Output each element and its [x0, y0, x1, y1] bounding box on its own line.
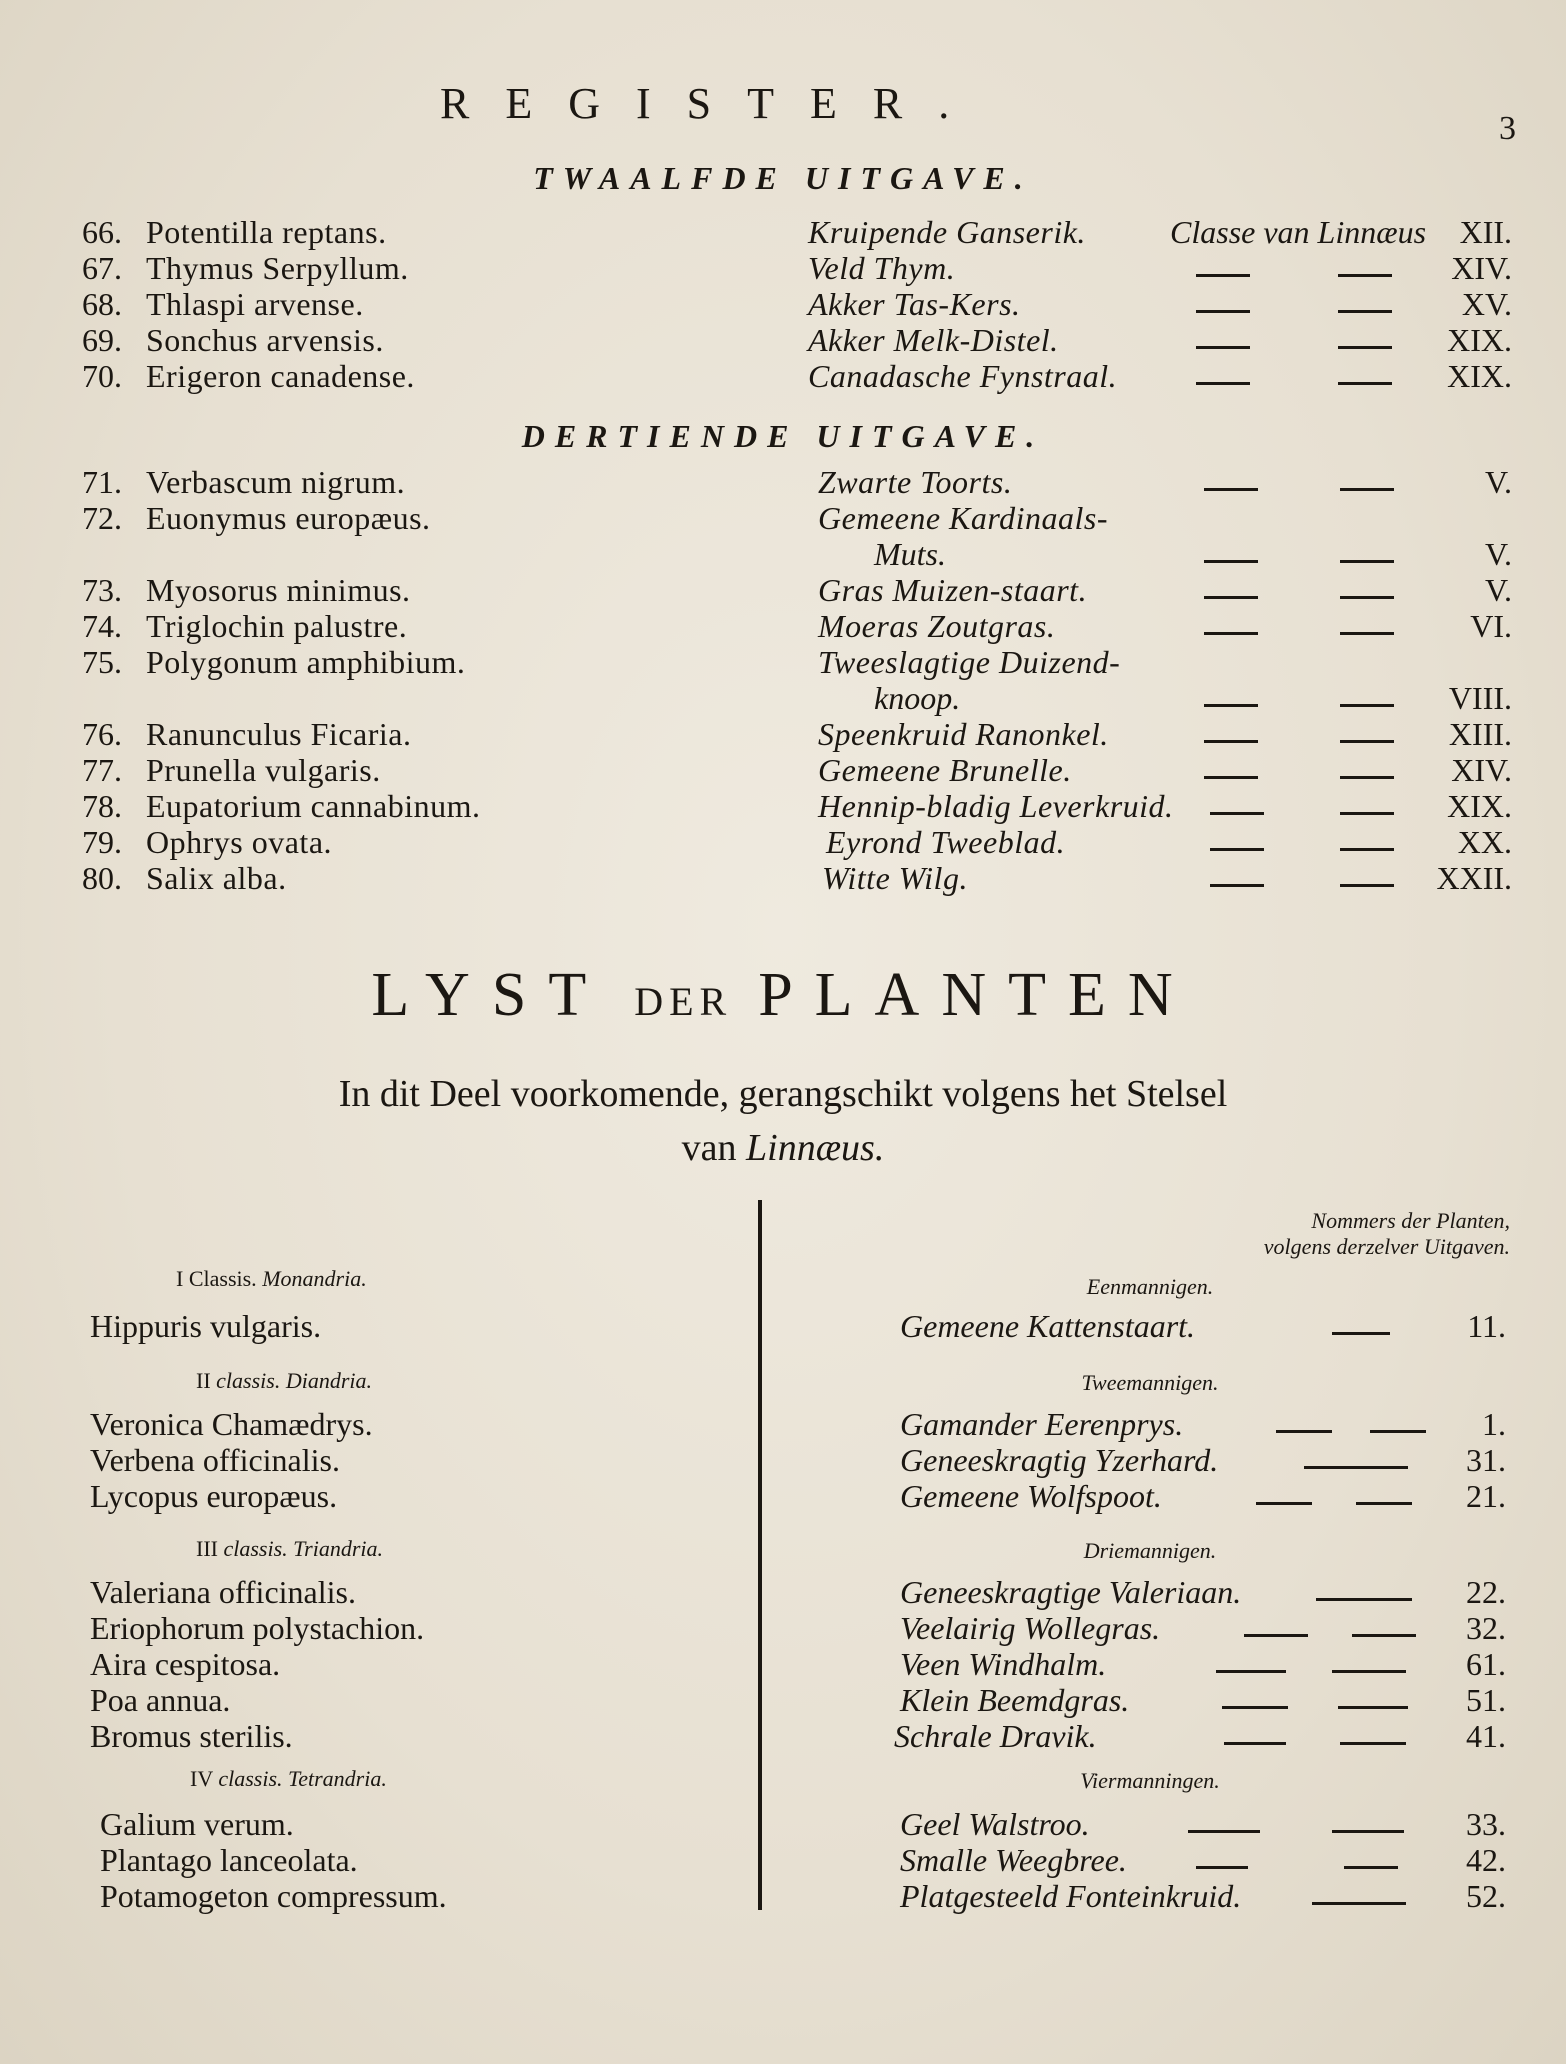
- dutch-name: Veld Thym.: [808, 250, 956, 286]
- latin-name: Lycopus europæus.: [90, 1478, 338, 1514]
- dutch-name: Moeras Zoutgras.: [818, 608, 1056, 644]
- ditto-dash: [1332, 1830, 1404, 1833]
- dutch-name: Speenkruid Ranonkel.: [818, 716, 1109, 752]
- class-group-name: Eenmannigen.: [1086, 1274, 1214, 1299]
- row-number: 70.: [82, 358, 122, 394]
- latin-name: Poa annua.: [90, 1682, 231, 1718]
- ditto-dash: [1204, 488, 1258, 491]
- latin-name: Polygonum amphibium.: [146, 644, 466, 680]
- ditto-dash: [1304, 1466, 1408, 1469]
- register-row-continued: [0, 680, 1566, 720]
- dutch-name: Gemeene Brunelle.: [818, 752, 1072, 788]
- latin-name: Prunella vulgaris.: [146, 752, 381, 788]
- ditto-dash: [1204, 740, 1258, 743]
- dutch-name: Veen Windhalm.: [900, 1646, 1107, 1682]
- latin-name: Ranunculus Ficaria.: [146, 716, 412, 752]
- register-row: [0, 860, 1566, 900]
- latin-name: Veronica Chamædrys.: [90, 1406, 373, 1442]
- dutch-name: Gemeene Kardinaals-: [818, 500, 1109, 536]
- classe-label: Classe van Linnæus: [1170, 214, 1427, 250]
- class-roman: XIV.: [1451, 250, 1512, 286]
- list-row: [0, 1718, 1566, 1756]
- register-row: [0, 752, 1566, 792]
- list-title-der: DER: [634, 979, 733, 1024]
- ditto-dash: [1340, 596, 1394, 599]
- ditto-dash: [1340, 884, 1394, 887]
- ditto-dash: [1224, 1742, 1286, 1745]
- ditto-dash: [1340, 560, 1394, 563]
- dutch-name: Platgesteeld Fonteinkruid.: [900, 1878, 1242, 1914]
- register-row: [0, 286, 1566, 326]
- row-number: 69.: [82, 322, 122, 358]
- class-roman: XXII.: [1436, 860, 1512, 896]
- latin-name: Verbascum nigrum.: [146, 464, 406, 500]
- list-row: [0, 1574, 1566, 1612]
- latin-name: Salix alba.: [146, 860, 287, 896]
- class-heading: [190, 1766, 387, 1792]
- row-number: 71.: [82, 464, 122, 500]
- ditto-dash: [1188, 1830, 1260, 1833]
- latin-name: Galium verum.: [100, 1806, 294, 1842]
- class-heading: [176, 1266, 367, 1292]
- ditto-dash: [1332, 1332, 1390, 1335]
- section-title-dertiende: DERTIENDE UITGAVE.: [521, 418, 1045, 454]
- latin-name: Euonymus europæus.: [146, 500, 431, 536]
- latin-name: Eupatorium cannabinum.: [146, 788, 481, 824]
- class-label: IV: [190, 1766, 213, 1791]
- latin-name: Ophrys ovata.: [146, 824, 333, 860]
- ditto-dash: [1340, 848, 1394, 851]
- register-row-continued: [0, 536, 1566, 576]
- plant-number: 51.: [1466, 1682, 1506, 1718]
- latin-name: Myosorus minimus.: [146, 572, 411, 608]
- row-number: 79.: [82, 824, 122, 860]
- class-group-name: Driemannigen.: [1083, 1538, 1217, 1563]
- plant-number: 41.: [1466, 1718, 1506, 1754]
- plant-number: 52.: [1466, 1878, 1506, 1914]
- class-group-name: Tweemannigen.: [1081, 1370, 1219, 1395]
- class-roman: XII.: [1459, 214, 1512, 250]
- ditto-dash: [1196, 382, 1250, 385]
- class-roman: XIV.: [1451, 752, 1512, 788]
- ditto-dash: [1216, 1670, 1286, 1673]
- latin-name: Potentilla reptans.: [146, 214, 387, 250]
- ditto-dash: [1222, 1706, 1288, 1709]
- class-label-italic: classis. Diandria.: [216, 1368, 373, 1393]
- plant-number: 1.: [1482, 1406, 1506, 1442]
- dutch-name: Hennip-bladig Leverkruid.: [818, 788, 1174, 824]
- latin-name: Valeriana officinalis.: [90, 1574, 356, 1610]
- latin-name: Thlaspi arvense.: [146, 286, 364, 322]
- list-row: [0, 1478, 1566, 1516]
- numbers-header: Nommers der Planten,: [1311, 1208, 1510, 1233]
- register-row: [0, 572, 1566, 612]
- latin-name: Verbena officinalis.: [90, 1442, 340, 1478]
- dutch-name: Witte Wilg.: [822, 860, 968, 896]
- ditto-dash: [1204, 776, 1258, 779]
- dutch-name: Akker Tas-Kers.: [808, 286, 1021, 322]
- list-row: [0, 1646, 1566, 1684]
- row-number: 76.: [82, 716, 122, 752]
- page-number: 3: [1499, 110, 1516, 147]
- ditto-dash: [1338, 382, 1392, 385]
- ditto-dash: [1340, 740, 1394, 743]
- list-row: [0, 1878, 1566, 1916]
- ditto-dash: [1316, 1598, 1412, 1601]
- list-title-a: LYST: [371, 961, 609, 1029]
- ditto-dash: [1340, 1742, 1406, 1745]
- class-roman: XIX.: [1447, 322, 1512, 358]
- latin-name: Sonchus arvensis.: [146, 322, 384, 358]
- class-label-italic: classis. Tetrandria.: [218, 1766, 387, 1791]
- ditto-dash: [1204, 596, 1258, 599]
- latin-name: Potamogeton compressum.: [100, 1878, 447, 1914]
- ditto-dash: [1312, 1902, 1406, 1905]
- list-row: [0, 1442, 1566, 1480]
- row-number: 80.: [82, 860, 122, 896]
- class-roman: XIII.: [1448, 716, 1512, 752]
- dutch-name: Veelairig Wollegras.: [900, 1610, 1161, 1646]
- list-row: [0, 1308, 1566, 1346]
- numbers-header-2: volgens derzelver Uitgaven.: [1263, 1234, 1510, 1259]
- class-heading: [196, 1536, 383, 1562]
- page-header: [0, 78, 1566, 147]
- latin-name: Thymus Serpyllum.: [146, 250, 409, 286]
- list-subtitle-van: van: [681, 1127, 737, 1169]
- plant-number: 32.: [1466, 1610, 1506, 1646]
- ditto-dash: [1204, 560, 1258, 563]
- ditto-dash: [1338, 274, 1392, 277]
- list-subtitle-linnaeus: Linnæus.: [746, 1127, 885, 1169]
- row-number: 66.: [82, 214, 122, 250]
- dutch-name: Zwarte Toorts.: [818, 464, 1013, 500]
- latin-name: Triglochin palustre.: [146, 608, 408, 644]
- list-subtitle-2: [0, 1126, 1566, 1170]
- ditto-dash: [1196, 346, 1250, 349]
- register-row: [0, 608, 1566, 648]
- list-row: [0, 1842, 1566, 1880]
- plant-number: 11.: [1467, 1308, 1506, 1344]
- dutch-name: Gras Muizen-staart.: [818, 572, 1088, 608]
- ditto-dash: [1338, 346, 1392, 349]
- ditto-dash: [1340, 776, 1394, 779]
- class-roman: VIII.: [1448, 680, 1512, 716]
- ditto-dash: [1340, 812, 1394, 815]
- ditto-dash: [1210, 812, 1264, 815]
- list-row: [0, 1806, 1566, 1844]
- ditto-dash: [1356, 1502, 1412, 1505]
- class-roman: XIX.: [1447, 788, 1512, 824]
- class-roman: XV.: [1461, 286, 1512, 322]
- dutch-name: Smalle Weegbree.: [900, 1842, 1127, 1878]
- ditto-dash: [1256, 1502, 1312, 1505]
- list-row: [0, 1406, 1566, 1444]
- ditto-dash: [1244, 1634, 1308, 1637]
- dutch-name: Schrale Dravik.: [894, 1718, 1097, 1754]
- dutch-name: Geneeskragtige Valeriaan.: [900, 1574, 1242, 1610]
- ditto-dash: [1344, 1866, 1398, 1869]
- latin-name: Plantago lanceolata.: [100, 1842, 358, 1878]
- register-row: [0, 464, 1566, 504]
- section-title-twaalfde: TWAALFDE UITGAVE.: [533, 160, 1033, 196]
- register-row: [0, 358, 1566, 398]
- list-row: [0, 1682, 1566, 1720]
- row-number: 68.: [82, 286, 122, 322]
- ditto-dash: [1196, 1866, 1248, 1869]
- ditto-dash: [1338, 1706, 1408, 1709]
- plant-number: 42.: [1466, 1842, 1506, 1878]
- ditto-dash: [1352, 1634, 1416, 1637]
- dutch-name: Tweeslagtige Duizend-: [818, 644, 1121, 680]
- list-title: [0, 960, 1566, 1031]
- register-row: [0, 824, 1566, 864]
- register-row: [0, 716, 1566, 756]
- plant-number: 21.: [1466, 1478, 1506, 1514]
- plant-number: 33.: [1466, 1806, 1506, 1842]
- column-divider: [758, 1200, 762, 1910]
- dutch-name-continued: knoop.: [874, 680, 961, 716]
- running-title: REGISTER.: [440, 79, 986, 128]
- dutch-name: Gamander Eerenprys.: [900, 1406, 1184, 1442]
- class-label: II: [196, 1368, 211, 1393]
- plant-number: 22.: [1466, 1574, 1506, 1610]
- ditto-dash: [1332, 1670, 1406, 1673]
- ditto-dash: [1196, 310, 1250, 313]
- register-row: [0, 644, 1566, 684]
- class-roman: XX.: [1457, 824, 1512, 860]
- row-number: 78.: [82, 788, 122, 824]
- dutch-name: Geneeskragtig Yzerhard.: [900, 1442, 1219, 1478]
- latin-name: Bromus sterilis.: [90, 1718, 293, 1754]
- class-label-italic: classis. Triandria.: [223, 1536, 384, 1561]
- dutch-name: Canadasche Fynstraal.: [808, 358, 1118, 394]
- plant-number: 61.: [1466, 1646, 1506, 1682]
- class-roman: V.: [1485, 536, 1512, 572]
- dutch-name: Gemeene Kattenstaart.: [900, 1308, 1196, 1344]
- ditto-dash: [1370, 1430, 1426, 1433]
- dutch-name: Klein Beemdgras.: [900, 1682, 1130, 1718]
- class-roman: V.: [1485, 572, 1512, 608]
- dutch-name: Eyrond Tweeblad.: [826, 824, 1066, 860]
- row-number: 73.: [82, 572, 122, 608]
- ditto-dash: [1196, 274, 1250, 277]
- ditto-dash: [1340, 632, 1394, 635]
- latin-name: Eriophorum polystachion.: [90, 1610, 425, 1646]
- ditto-dash: [1340, 704, 1394, 707]
- row-number: 67.: [82, 250, 122, 286]
- ditto-dash: [1210, 884, 1264, 887]
- list-subtitle: In dit Deel voorkomende, gerangschikt volgens het Stelsel: [338, 1073, 1228, 1115]
- ditto-dash: [1276, 1430, 1332, 1433]
- ditto-dash: [1204, 632, 1258, 635]
- plant-number: 31.: [1466, 1442, 1506, 1478]
- register-row: [0, 788, 1566, 828]
- list-row: [0, 1610, 1566, 1648]
- register-row: [0, 214, 1566, 254]
- dutch-name: Akker Melk-Distel.: [808, 322, 1059, 358]
- ditto-dash: [1204, 704, 1258, 707]
- ditto-dash: [1340, 488, 1394, 491]
- ditto-dash: [1210, 848, 1264, 851]
- list-title-b: PLANTEN: [758, 961, 1195, 1029]
- dutch-name: Kruipende Ganserik.: [808, 214, 1086, 250]
- class-roman: VI.: [1470, 608, 1512, 644]
- latin-name: Hippuris vulgaris.: [90, 1308, 322, 1344]
- row-number: 74.: [82, 608, 122, 644]
- dutch-name: Geel Walstroo.: [900, 1806, 1090, 1842]
- dutch-name-continued: Muts.: [874, 536, 946, 572]
- class-group-name: Viermanningen.: [1080, 1768, 1220, 1793]
- ditto-dash: [1338, 310, 1392, 313]
- class-label: III: [196, 1536, 218, 1561]
- register-row: [0, 250, 1566, 290]
- register-row: [0, 500, 1566, 540]
- class-roman: V.: [1485, 464, 1512, 500]
- dutch-name: Gemeene Wolfspoot.: [900, 1478, 1162, 1514]
- class-label-italic: Monandria.: [262, 1266, 367, 1291]
- register-row: [0, 322, 1566, 362]
- latin-name: Aira cespitosa.: [90, 1646, 281, 1682]
- class-heading: [196, 1368, 372, 1394]
- class-roman: XIX.: [1447, 358, 1512, 394]
- latin-name: Erigeron canadense.: [146, 358, 415, 394]
- row-number: 75.: [82, 644, 122, 680]
- row-number: 77.: [82, 752, 122, 788]
- class-label: I Classis.: [176, 1266, 257, 1291]
- row-number: 72.: [82, 500, 122, 536]
